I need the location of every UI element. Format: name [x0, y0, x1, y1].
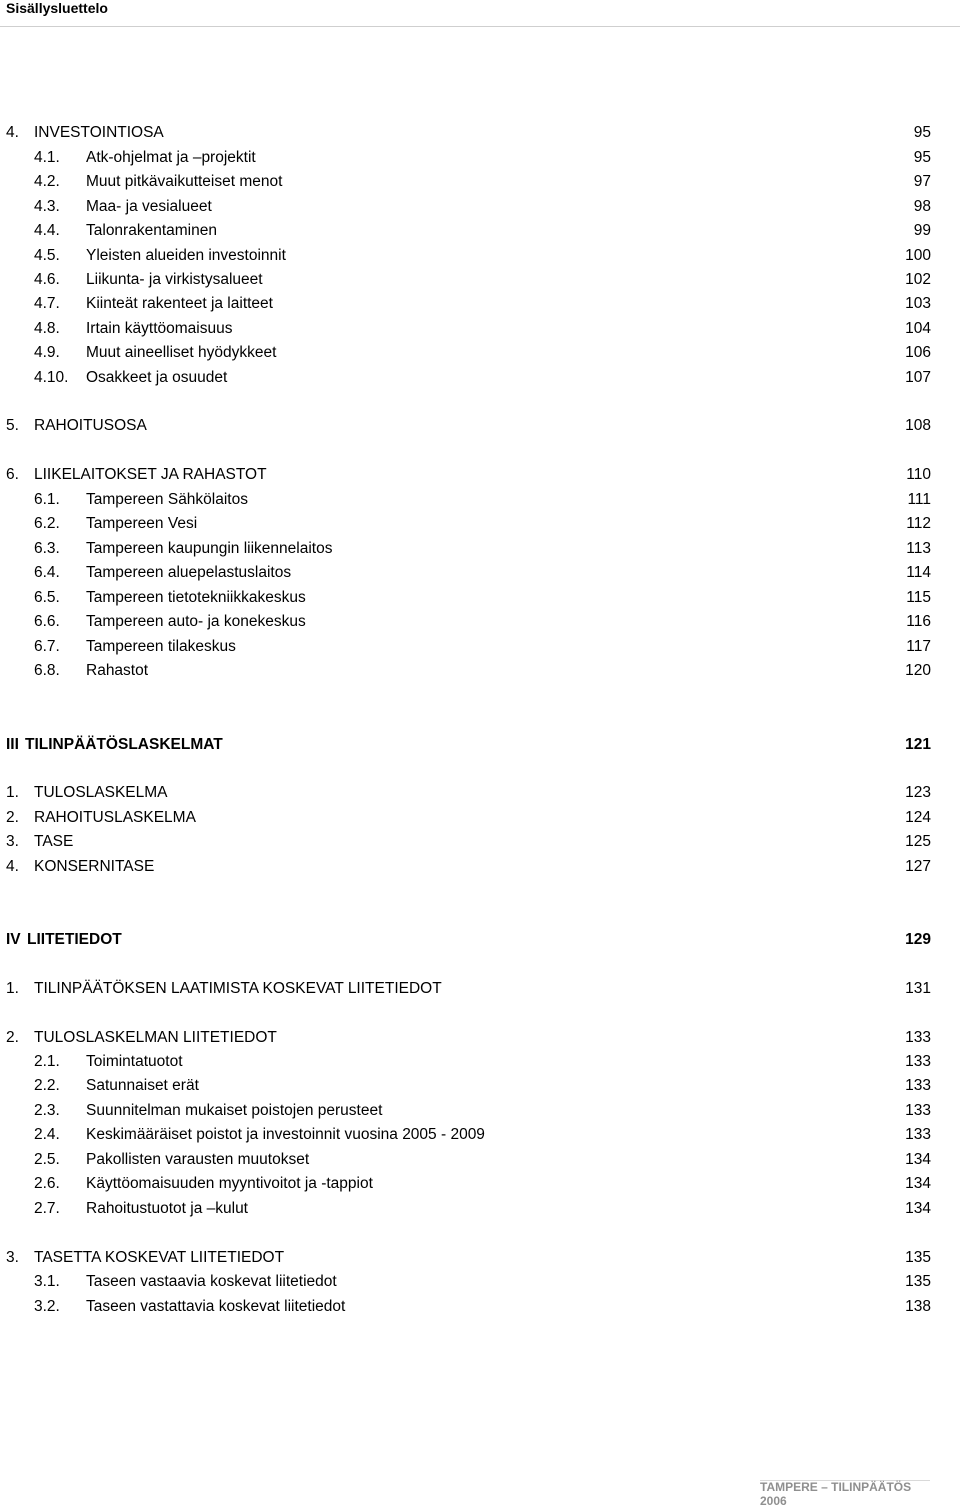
toc-entry[interactable] [0, 611, 960, 633]
toc-page: 116 [906, 613, 931, 630]
toc-title: Kiinteät rakenteet ja laitteet [86, 295, 273, 312]
toc-page: 102 [905, 271, 931, 288]
toc-number: 6.6. [34, 613, 60, 630]
toc-number: 1. [6, 980, 19, 997]
toc-page: 138 [905, 1298, 931, 1315]
toc-title: Keskimääräiset poistot ja investoinnit vuosina 2005 - 2009 [86, 1126, 485, 1143]
toc-page: 133 [905, 1029, 931, 1046]
toc-entry[interactable] [0, 1075, 960, 1097]
toc-number: 1. [6, 784, 19, 801]
toc-entry[interactable] [0, 562, 960, 584]
toc-title: TASETTA KOSKEVAT LIITETIEDOT [34, 1249, 285, 1266]
toc-entry[interactable] [0, 147, 960, 169]
toc-number: 2. [6, 1029, 19, 1046]
toc-title: TILINPÄÄTÖKSEN LAATIMISTA KOSKEVAT LIITETIEDOT [34, 980, 442, 997]
toc-part-number: III [6, 736, 19, 753]
toc-entry[interactable] [0, 220, 960, 242]
toc-entry[interactable] [0, 342, 960, 364]
toc-part-entry[interactable] [0, 929, 960, 951]
toc-part-title: LIITETIEDOT [27, 931, 122, 948]
toc-page: 125 [905, 833, 931, 850]
page-header [0, 0, 960, 27]
toc-part-title: TILINPÄÄTÖSLASKELMAT [25, 736, 223, 753]
toc-number: 4.5. [34, 247, 60, 264]
toc-number: 2. [6, 809, 19, 826]
toc-title: Tampereen Sähkölaitos [86, 491, 248, 508]
toc-entry[interactable] [0, 538, 960, 560]
toc-number: 3. [6, 1249, 19, 1266]
toc-entry[interactable] [0, 489, 960, 511]
toc-title: Käyttöomaisuuden myyntivoitot ja -tappiot [86, 1175, 373, 1192]
toc-title: Rahastot [86, 662, 149, 679]
toc-part-number: IV [6, 931, 21, 948]
toc-number: 4.10. [34, 369, 69, 386]
toc-entry[interactable] [0, 513, 960, 535]
toc-entry[interactable] [0, 1051, 960, 1073]
toc-title: Osakkeet ja osuudet [86, 369, 228, 386]
toc-page: 108 [905, 417, 931, 434]
toc-page: 133 [905, 1053, 931, 1070]
toc-title: TULOSLASKELMA [34, 784, 168, 801]
toc-entry[interactable] [0, 415, 960, 437]
toc-page: 115 [906, 589, 931, 606]
toc-entry[interactable] [0, 1027, 960, 1049]
toc-page: 112 [906, 515, 931, 532]
toc-title: Tampereen aluepelastuslaitos [86, 564, 292, 581]
toc-number: 3. [6, 833, 19, 850]
toc-number: 6.1. [34, 491, 60, 508]
toc-page: 95 [913, 124, 931, 141]
toc-title: INVESTOINTIOSA [34, 124, 164, 141]
toc-page: 114 [906, 564, 931, 581]
toc-entry[interactable] [0, 367, 960, 389]
toc-title: Taseen vastaavia koskevat liitetiedot [86, 1273, 337, 1290]
toc-entry[interactable] [0, 660, 960, 682]
toc-entry[interactable] [0, 587, 960, 609]
toc-title: KONSERNITASE [34, 858, 155, 875]
toc-number: 2.6. [34, 1175, 60, 1192]
toc-number: 6.2. [34, 515, 60, 532]
toc-entry[interactable] [0, 171, 960, 193]
toc-entry[interactable] [0, 978, 960, 1000]
toc-page: 133 [905, 1126, 931, 1143]
toc-page: 127 [905, 858, 931, 875]
toc-page: 134 [905, 1151, 931, 1168]
toc-entry[interactable] [0, 293, 960, 315]
toc-page: 135 [905, 1249, 931, 1266]
toc-number: 4.9. [34, 344, 60, 361]
toc-entry[interactable] [0, 1247, 960, 1269]
toc-number: 4.8. [34, 320, 60, 337]
toc-page: 104 [905, 320, 931, 337]
toc-page: 133 [905, 1102, 931, 1119]
toc-page: 97 [913, 173, 931, 190]
toc-number: 4.2. [34, 173, 60, 190]
toc-page: 117 [906, 638, 931, 655]
toc-entry[interactable] [0, 196, 960, 218]
footer-text: TAMPERE – TILINPÄÄTÖS 2006 [760, 1480, 912, 1508]
toc-page: 133 [905, 1077, 931, 1094]
toc-page: 120 [905, 662, 931, 679]
toc-number: 2.2. [34, 1077, 60, 1094]
toc-title: Tampereen kaupungin liikennelaitos [86, 540, 333, 557]
toc-entry[interactable] [0, 245, 960, 267]
toc-number: 6.7. [34, 638, 60, 655]
toc-page: 134 [905, 1175, 931, 1192]
toc-title: Suunnitelman mukaiset poistojen perusteet [86, 1102, 383, 1119]
toc-page: 111 [907, 491, 931, 508]
toc-page: 124 [905, 809, 931, 826]
toc-number: 2.5. [34, 1151, 60, 1168]
toc-page: 103 [905, 295, 931, 312]
toc-entry[interactable] [0, 807, 960, 829]
toc-entry[interactable] [0, 1296, 960, 1318]
toc-title: LIIKELAITOKSET JA RAHASTOT [34, 466, 267, 483]
toc-number: 5. [6, 417, 19, 434]
toc-page: 95 [913, 149, 931, 166]
toc-number: 2.3. [34, 1102, 60, 1119]
toc-page: 113 [906, 540, 931, 557]
toc-page: 106 [905, 344, 931, 361]
page-title: Sisällysluettelo [6, 0, 108, 16]
toc-number: 6.3. [34, 540, 60, 557]
toc-title: Liikunta- ja virkistysalueet [86, 271, 263, 288]
toc-page: 110 [906, 466, 931, 483]
toc-page: 123 [905, 784, 931, 801]
toc-number: 6. [6, 466, 19, 483]
toc-page: 129 [905, 931, 931, 948]
toc-page: 121 [905, 736, 931, 753]
toc-title: RAHOITUSOSA [34, 417, 147, 434]
toc-title: Muut pitkävaikutteiset menot [86, 173, 283, 190]
toc-title: TULOSLASKELMAN LIITETIEDOT [34, 1029, 277, 1046]
toc-number: 4.6. [34, 271, 60, 288]
toc-title: TASE [34, 833, 74, 850]
toc-entry[interactable] [0, 782, 960, 804]
toc-title: Pakollisten varausten muutokset [86, 1151, 310, 1168]
toc-title: Tampereen auto- ja konekeskus [86, 613, 306, 630]
toc-title: Atk-ohjelmat ja –projektit [86, 149, 256, 166]
toc-title: RAHOITUSLASKELMA [34, 809, 196, 826]
toc-number: 4.4. [34, 222, 60, 239]
toc-number: 4. [6, 858, 19, 875]
toc-title: Tampereen tilakeskus [86, 638, 236, 655]
toc-page: 135 [905, 1273, 931, 1290]
toc-title: Taseen vastattavia koskevat liitetiedot [86, 1298, 346, 1315]
toc-title: Toimintatuotot [86, 1053, 183, 1070]
toc-page: 107 [905, 369, 931, 386]
toc-number: 3.1. [34, 1273, 60, 1290]
toc-entry[interactable] [0, 1271, 960, 1293]
toc-number: 6.8. [34, 662, 60, 679]
toc-entry[interactable] [0, 122, 960, 144]
toc-title: Irtain käyttöomaisuus [86, 320, 233, 337]
toc-entry[interactable] [0, 1124, 960, 1146]
toc-entry[interactable] [0, 856, 960, 878]
toc-number: 2.7. [34, 1200, 60, 1217]
toc-title: Tampereen Vesi [86, 515, 198, 532]
toc-number: 6.5. [34, 589, 60, 606]
toc-title: Yleisten alueiden investoinnit [86, 247, 286, 264]
toc-entry[interactable] [0, 269, 960, 291]
toc-number: 2.4. [34, 1126, 60, 1143]
toc-title: Maa- ja vesialueet [86, 198, 212, 215]
toc-page: 131 [905, 980, 931, 997]
toc-number: 4.1. [34, 149, 60, 166]
toc-entry[interactable] [0, 1149, 960, 1171]
toc-page: 98 [913, 198, 931, 215]
toc-entry[interactable] [0, 636, 960, 658]
toc-page: 100 [905, 247, 931, 264]
toc-title: Talonrakentaminen [86, 222, 217, 239]
toc-title: Rahoitustuotot ja –kulut [86, 1200, 248, 1217]
toc-title: Muut aineelliset hyödykkeet [86, 344, 277, 361]
toc-number: 4. [6, 124, 19, 141]
toc-number: 6.4. [34, 564, 60, 581]
toc-entry[interactable] [0, 831, 960, 853]
toc-entry[interactable] [0, 464, 960, 486]
toc-entry[interactable] [0, 1198, 960, 1220]
toc-number: 4.7. [34, 295, 60, 312]
toc-number: 2.1. [34, 1053, 60, 1070]
toc-page: 99 [913, 222, 931, 239]
toc-entry[interactable] [0, 1173, 960, 1195]
toc-entry[interactable] [0, 318, 960, 340]
toc-entry[interactable] [0, 1100, 960, 1122]
page-footer [760, 1474, 960, 1508]
toc-part-entry[interactable] [0, 734, 960, 756]
toc-page: 134 [905, 1200, 931, 1217]
toc-title: Satunnaiset erät [86, 1077, 199, 1094]
toc-number: 3.2. [34, 1298, 60, 1315]
toc-title: Tampereen tietotekniikkakeskus [86, 589, 306, 606]
toc-number: 4.3. [34, 198, 60, 215]
